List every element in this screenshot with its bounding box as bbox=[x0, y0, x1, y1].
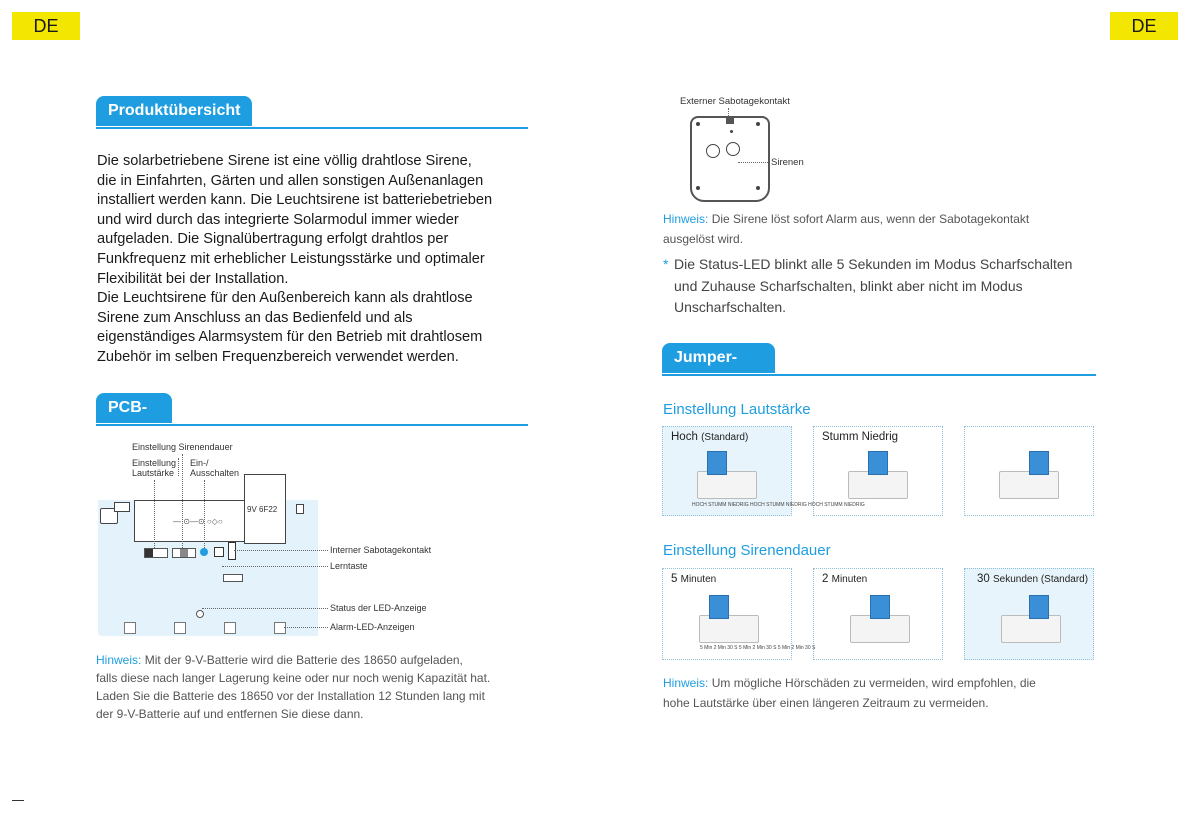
header-rule bbox=[662, 374, 1096, 376]
duration-setting-title: Einstellung Sirenendauer bbox=[663, 542, 831, 559]
jumper-setup-title: Jumper-Einrichtung bbox=[662, 343, 775, 373]
note-keyword: Hinweis: bbox=[96, 653, 142, 667]
pcb-connector-top bbox=[114, 502, 130, 512]
duration-2min-label bbox=[822, 573, 867, 585]
language-badge-right: DE bbox=[1110, 12, 1178, 40]
language-badge-left: DE bbox=[12, 12, 80, 40]
duration-30s-label bbox=[977, 573, 1088, 585]
note-text: Um mögliche Hörschäden zu vermeiden, wird empfohlen, die bbox=[708, 676, 1036, 690]
text-line: aufgeladen. Die Signalübertragung erfolgt drahtlos per bbox=[97, 231, 449, 248]
jumper-cap bbox=[709, 595, 729, 619]
alarm-led bbox=[274, 622, 286, 634]
product-overview-title: Produktübersicht bbox=[96, 96, 252, 126]
product-description bbox=[97, 152, 537, 368]
note-line: hohe Lautstärke über einen längeren Zeitraum zu vermeiden. bbox=[663, 696, 989, 710]
tamper-note bbox=[663, 210, 1103, 248]
note-line bbox=[96, 651, 536, 669]
duration-number: 2 bbox=[822, 573, 829, 585]
duration-number: 30 bbox=[977, 573, 990, 585]
header-rule bbox=[96, 127, 528, 129]
volume-label-line: Lautstärke bbox=[132, 468, 175, 478]
note-text: Mit der 9-V-Batterie wird die Batterie des 18650 aufgeladen, bbox=[141, 653, 463, 667]
note-line: Laden Sie die Batterie des 18650 vor der Installation 12 Stunden lang mit bbox=[96, 689, 485, 703]
header-rule bbox=[96, 424, 528, 426]
jumper-cap bbox=[707, 451, 727, 475]
learn-button bbox=[214, 547, 224, 557]
jumper-cap bbox=[868, 451, 888, 475]
pcb-note bbox=[96, 651, 536, 723]
leader-line bbox=[182, 454, 183, 548]
leader-line bbox=[204, 480, 205, 548]
text-line: Sirene zum Anschluss an das Bedienfeld und als bbox=[97, 309, 413, 326]
module-symbol: — ⊙—⊙ ○◇○ bbox=[173, 517, 223, 526]
onoff-label-line: Ein-/ bbox=[190, 458, 209, 468]
note-text: Die Sirene löst sofort Alarm aus, wenn der Sabotagekontakt bbox=[708, 212, 1030, 226]
volume-panel-third bbox=[964, 426, 1094, 516]
battery-9v bbox=[244, 474, 286, 544]
pcb-diagram bbox=[96, 438, 446, 648]
volume-mute-low-label: Stumm Niedrig bbox=[822, 431, 899, 443]
note-line bbox=[663, 674, 1103, 692]
jumper-block bbox=[999, 471, 1059, 499]
jumper-block bbox=[699, 615, 759, 643]
page-mark bbox=[12, 800, 24, 801]
volume-setting-title: Einstellung Lautstärke bbox=[663, 401, 811, 418]
alarm-led bbox=[174, 622, 186, 634]
leader-line bbox=[154, 480, 155, 548]
note-line: der 9-V-Batterie auf und entfernen Sie diese dann. bbox=[96, 707, 364, 721]
duration-jumper bbox=[172, 548, 196, 558]
duration-unit: Minuten bbox=[680, 574, 717, 585]
volume-jumper bbox=[144, 548, 168, 558]
siren-speaker bbox=[706, 144, 720, 158]
duration-unit: Sekunden (Standard) bbox=[993, 574, 1089, 585]
jumper-note bbox=[663, 674, 1103, 712]
duration-panel-2min bbox=[813, 568, 943, 660]
duration-number: 5 bbox=[671, 573, 678, 585]
note-line bbox=[663, 210, 1103, 228]
text-line: Funkfrequenz mit erheblicher Leistungsstärke und optimaler bbox=[97, 250, 485, 267]
alarm-led bbox=[224, 622, 236, 634]
screw bbox=[756, 186, 760, 190]
pcb-chip bbox=[223, 574, 243, 582]
external-tamper bbox=[726, 118, 734, 124]
volume-label-line: Einstellung bbox=[132, 458, 177, 468]
pcb-small-part bbox=[296, 504, 304, 514]
text-line: die in Einfahrten, Gärten und allen sonstigen Außenanlagen bbox=[97, 172, 484, 189]
status-led bbox=[196, 610, 204, 618]
note-keyword: Hinweis: bbox=[663, 676, 709, 690]
led-info-bullet: * bbox=[663, 256, 669, 272]
siren-duration-label: Einstellung Sirenendauer bbox=[132, 442, 233, 452]
note-line: falls diese nach langer Lagerung keine oder nur noch wenig Kapazität hat. bbox=[96, 671, 491, 685]
volume-label bbox=[132, 458, 176, 478]
siren-housing bbox=[690, 116, 770, 202]
volume-high-label bbox=[671, 431, 748, 443]
learn-button-label: Lerntaste bbox=[330, 561, 368, 571]
screw bbox=[696, 122, 700, 126]
volume-high-text: Hoch bbox=[671, 431, 698, 443]
text-line: Die Leuchtsirene für den Außenbereich kann als drahtlose bbox=[97, 290, 473, 307]
tamper-switch bbox=[228, 542, 236, 560]
led-status-label: Status der LED-Anzeige bbox=[330, 603, 427, 613]
jumper-cap bbox=[870, 595, 890, 619]
led-info bbox=[663, 254, 1113, 319]
siren-speaker bbox=[726, 142, 740, 156]
duration-unit: Minuten bbox=[831, 574, 868, 585]
text-line: und Zuhause Scharfschalten, blinkt aber nicht im Modus bbox=[674, 277, 1023, 294]
screw bbox=[696, 186, 700, 190]
text-line: eigenständiges Alarmsystem für den Betrieb mit drahtlosem bbox=[97, 329, 483, 346]
note-keyword: Hinweis: bbox=[663, 212, 709, 226]
onoff-label-line: Ausschalten bbox=[190, 468, 240, 478]
external-tamper-label: Externer Sabotagekontakt bbox=[680, 96, 790, 107]
volume-tiny-labels: HOCH STUMM NIEDRIG HOCH STUMM NIEDRIG HOCH STUMM NIEDRIG bbox=[692, 502, 865, 508]
leader-line bbox=[738, 162, 768, 163]
note-line: ausgelöst wird. bbox=[663, 232, 744, 246]
sirens-label: Sirenen bbox=[771, 157, 804, 168]
jumper-block bbox=[848, 471, 908, 499]
battery-label: 9V 6F22 bbox=[247, 505, 278, 514]
text-line: Unscharfschalten. bbox=[674, 299, 787, 315]
alarm-led bbox=[124, 622, 136, 634]
duration-5min-label bbox=[671, 573, 716, 585]
pcb-module bbox=[134, 500, 256, 542]
volume-high-sub: (Standard) bbox=[701, 432, 749, 443]
text-line: Zubehör im selben Frequenzbereich verwendet werden. bbox=[97, 348, 459, 365]
text-line: Die Status-LED blinkt alle 5 Sekunden im Modus Scharfschalten bbox=[674, 256, 1073, 272]
duration-panel-30s bbox=[964, 568, 1094, 660]
jumper-cap bbox=[1029, 595, 1049, 619]
leader-line bbox=[202, 608, 328, 609]
text-line: installiert werden kann. Die Leuchtsirene ist batteriebetrieben bbox=[97, 192, 493, 209]
onoff-switch bbox=[200, 548, 208, 556]
internal-tamper-label: Interner Sabotagekontakt bbox=[330, 545, 432, 555]
pcb-layout-title: PCB-Layout bbox=[96, 393, 172, 423]
alarm-leds-label: Alarm-LED-Anzeigen bbox=[330, 622, 415, 632]
screw bbox=[730, 130, 733, 133]
leader-line bbox=[222, 566, 328, 567]
duration-tiny-labels: 5 Min 2 Min 30 S 5 Min 2 Min 30 S 5 Min 2 Min 30 S bbox=[700, 645, 816, 651]
text-line: Die solarbetriebene Sirene ist eine völlig drahtlose Sirene, bbox=[97, 153, 472, 169]
jumper-block bbox=[1001, 615, 1061, 643]
screw bbox=[756, 122, 760, 126]
leader-line bbox=[284, 627, 328, 628]
leader-line bbox=[234, 550, 328, 551]
text-line: Flexibilität bei der Installation. bbox=[97, 270, 289, 287]
text-line: und wird durch das integrierte Solarmodul immer wieder bbox=[97, 211, 459, 228]
onoff-label bbox=[190, 458, 239, 478]
jumper-block bbox=[850, 615, 910, 643]
jumper-block bbox=[697, 471, 757, 499]
jumper-cap bbox=[1029, 451, 1049, 475]
leader-line bbox=[178, 458, 179, 476]
